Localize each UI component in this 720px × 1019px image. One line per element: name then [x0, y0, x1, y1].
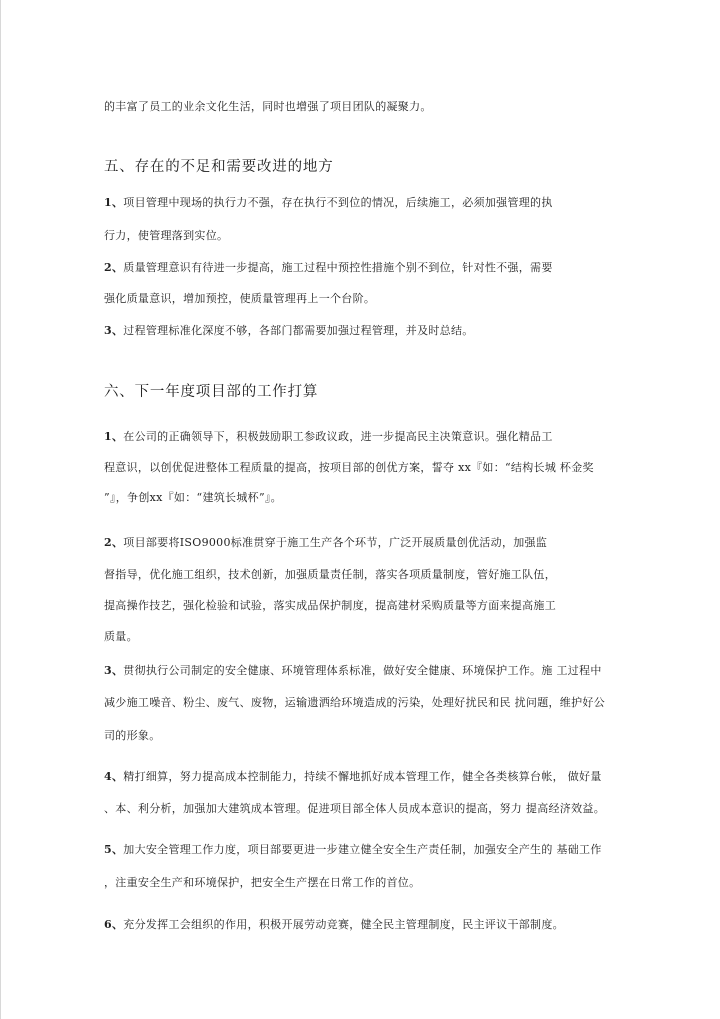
s5-item1-text: 项目管理中现场的执行力不强，存在执行不到位的情况，后续施工，必须加强管理的执	[123, 196, 553, 209]
section6-heading: 六、下一年度项目部的工作打算	[104, 384, 319, 400]
s5-item3-number: 3、	[104, 324, 124, 337]
s6-item1-text: 在公司的正确领导下，积极鼓励职工参政议政，进一步提高民主决策意识。强化精品工	[123, 430, 553, 443]
s6-item4-line2: 、本、利分析，加强加大建筑成本管理。促进项目部全体人员成本意识的提高，努力 提高经济效益。	[104, 802, 605, 815]
s6-item2-text: 项目部要将ISO9000标准贯穿于施工生产各个环节，广泛开展质量创优活动，加强监	[123, 536, 548, 549]
s5-item2-line2: 强化质量意识，增加预控，使质量管理再上一个台阶。	[104, 292, 376, 305]
s6-item4-text: 精打细算，努力提高成本控制能力，持续不懈地抓好成本管理工作，健全各类核算台帐， 做好量	[123, 770, 602, 783]
s6-item5-number: 5、	[104, 843, 124, 856]
s6-item3-line1	[104, 664, 602, 678]
s5-item1-line2: 行力，使管理落到实位。	[104, 229, 229, 242]
s5-item3-line1	[104, 324, 474, 338]
s6-item2-line2: 督指导，优化施工组织，技术创新，加强质量责任制，落实各项质量制度，管好施工队伍，	[104, 568, 556, 581]
s5-item3-text: 过程管理标准化深度不够，各部门都需要加强过程管理，并及时总结。	[123, 324, 474, 337]
s6-item5-line2: ，注重安全生产和环境保护，把安全生产摆在日常工作的首位。	[104, 876, 421, 889]
s5-item2-line1	[104, 261, 553, 275]
s6-item3-text: 贯彻执行公司制定的安全健康、环境管理体系标准，做好安全健康、环境保护工作。施 工过程中	[123, 664, 602, 677]
s6-item5-line1	[104, 843, 602, 857]
s6-item1-line3: ”』，争创xx『如：“建筑长城杯”』。	[104, 491, 282, 504]
s6-item3-number: 3、	[104, 664, 124, 677]
s6-item1-number: 1、	[104, 430, 124, 443]
s6-item6-line1	[104, 918, 564, 932]
s6-item2-number: 2、	[104, 536, 124, 549]
s6-item2-line1	[104, 536, 547, 550]
page-edge	[0, 0, 1, 1019]
s6-item4-number: 4、	[104, 770, 124, 783]
s6-item1-line1	[104, 430, 553, 444]
s6-item2-line4: 质量。	[104, 630, 138, 643]
s6-item3-line2: 减少施工噪音、粉尘、废气、废物，运输遗洒给环境造成的污染，处理好扰民和民 扰问题，维护好公	[104, 696, 605, 709]
s6-item5-text: 加大安全管理工作力度，项目部要更进一步建立健全安全生产责任制，加强安全产生的 基础工作	[123, 843, 602, 856]
s6-item6-number: 6、	[104, 918, 124, 931]
s5-item2-number: 2、	[104, 261, 124, 274]
s5-item1-line1	[104, 196, 553, 210]
s5-item1-number: 1、	[104, 196, 124, 209]
s6-item1-line2: 程意识，以创优促进整体工程质量的提高，按项目部的创优方案，誓夺 xx『如：“结构长城 杯金奖	[104, 461, 594, 474]
s5-item2-text: 质量管理意识有待进一步提高，施工过程中预控性措施个别不到位，针对性不强，需要	[123, 261, 553, 274]
s6-item3-line3: 司的形象。	[104, 729, 161, 742]
s6-item6-text: 充分发挥工会组织的作用，积极开展劳动竞赛，健全民主管理制度，民主评议干部制度。	[123, 918, 564, 931]
s6-item4-line1	[104, 770, 602, 784]
section5-heading: 五、存在的不足和需要改进的地方	[104, 159, 334, 175]
s6-item2-line3: 提高操作技艺，强化检验和试验，落实成品保护制度，提高建材采购质量等方面来提高施工	[104, 599, 556, 612]
intro-line: 的丰富了员工的业余文化生活，同时也增强了项目团队的凝聚力。	[104, 100, 432, 113]
